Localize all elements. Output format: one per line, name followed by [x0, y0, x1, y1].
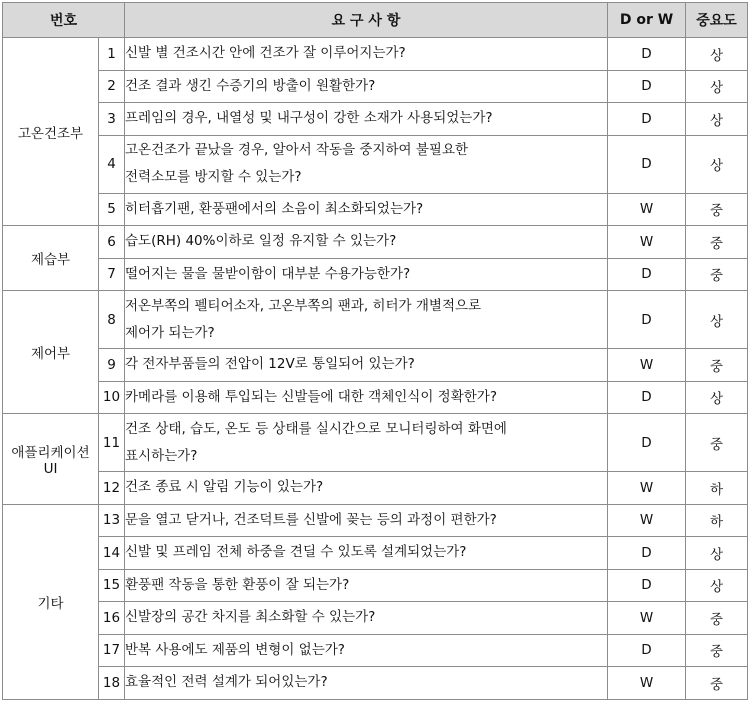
row-number: 17: [99, 634, 125, 667]
requirement-text: [125, 103, 608, 136]
row-number: 9: [99, 349, 125, 382]
table-row: [3, 135, 748, 193]
importance-value: 중: [686, 349, 748, 382]
row-number: 10: [99, 381, 125, 414]
table-row: [3, 258, 748, 291]
category-label: 고온건조부: [17, 125, 84, 142]
table-row: [3, 634, 748, 667]
requirement-line: 신발장의 공간 차지를 최소화할 수 있는가?: [125, 609, 376, 626]
importance-value: 중: [686, 414, 748, 472]
category-label: 애플리케이션: [11, 444, 90, 461]
table-row: [3, 602, 748, 635]
category-label: 기타: [37, 595, 64, 612]
requirement-line: 건조 종료 시 알림 기능이 있는가?: [125, 479, 324, 496]
category-cell: [3, 504, 99, 699]
requirement-text: [125, 569, 608, 602]
d-or-w-value: D: [608, 569, 686, 602]
row-number: 8: [99, 291, 125, 349]
category-label: 제어부: [30, 346, 71, 362]
header-number: 번호: [3, 3, 125, 38]
d-or-w-value: W: [608, 602, 686, 635]
d-or-w-value: W: [608, 667, 686, 700]
requirement-text: [125, 258, 608, 291]
importance-value: 하: [686, 504, 748, 537]
requirement-line: 신발 별 건조시간 안에 건조가 잘 이루어지는가?: [125, 45, 406, 62]
importance-value: 중: [686, 193, 748, 226]
table-row: [3, 381, 748, 414]
requirement-line: 효율적인 전력 설계가 되어있는가?: [125, 674, 328, 691]
requirement-line: 각 전자부품들의 전압이 12V로 통일되어 있는가?: [125, 356, 415, 373]
row-number: 2: [99, 70, 125, 103]
table-row: [3, 569, 748, 602]
row-number: 13: [99, 504, 125, 537]
importance-value: 중: [686, 667, 748, 700]
d-or-w-value: D: [608, 38, 686, 71]
table-row: [3, 291, 748, 349]
requirement-line: 떨어지는 물을 물받이함이 대부분 수용가능한가?: [125, 265, 411, 282]
d-or-w-value: W: [608, 226, 686, 259]
row-number: 18: [99, 667, 125, 700]
requirement-text: [125, 472, 608, 505]
header-row: [3, 3, 748, 38]
table-row: [3, 667, 748, 700]
category-label: UI: [43, 460, 58, 477]
requirement-text: [125, 70, 608, 103]
importance-value: 상: [686, 291, 748, 349]
requirement-text: [125, 226, 608, 259]
requirement-text: [125, 634, 608, 667]
requirement-line: 반복 사용에도 제품의 변형이 없는가?: [125, 641, 345, 658]
table-row: [3, 226, 748, 259]
importance-value: 상: [686, 537, 748, 570]
importance-value: 중: [686, 634, 748, 667]
requirement-line: 환풍팬 작동을 통한 환풍이 잘 되는가?: [125, 576, 350, 593]
importance-value: 상: [686, 70, 748, 103]
table-body: [3, 38, 748, 700]
importance-value: 상: [686, 103, 748, 136]
row-number: 11: [99, 414, 125, 472]
requirement-text: [125, 537, 608, 570]
requirement-line: 문을 열고 닫거나, 건조덕트를 신발에 꽂는 등의 과정이 편한가?: [125, 511, 497, 528]
requirement-text: [125, 193, 608, 226]
row-number: 1: [99, 38, 125, 71]
row-number: 3: [99, 103, 125, 136]
requirement-line: 표시하는가?: [125, 447, 198, 464]
row-number: 14: [99, 537, 125, 570]
d-or-w-value: D: [608, 103, 686, 136]
requirement-line: 프레임의 경우, 내열성 및 내구성이 강한 소재가 사용되었는가?: [125, 110, 493, 127]
importance-value: 중: [686, 258, 748, 291]
importance-value: 하: [686, 472, 748, 505]
requirement-line: 저온부쪽의 펠티어소자, 고온부쪽의 팬과, 히터가 개별적으로: [125, 297, 482, 314]
requirement-line: 습도(RH) 40%이하로 일정 유지할 수 있는가?: [125, 233, 397, 250]
requirement-line: 히터흡기팬, 환풍팬에서의 소음이 최소화되었는가?: [125, 200, 424, 217]
d-or-w-value: D: [608, 70, 686, 103]
d-or-w-value: D: [608, 381, 686, 414]
d-or-w-value: W: [608, 193, 686, 226]
d-or-w-value: W: [608, 349, 686, 382]
row-number: 16: [99, 602, 125, 635]
category-cell: [3, 414, 99, 505]
table-row: [3, 349, 748, 382]
row-number: 7: [99, 258, 125, 291]
d-or-w-value: D: [608, 135, 686, 193]
d-or-w-value: D: [608, 414, 686, 472]
table-row: [3, 70, 748, 103]
requirement-line: 전력소모를 방지할 수 있는가?: [125, 169, 302, 185]
requirement-line: 건조 상태, 습도, 온도 등 상태를 실시간으로 모니터링하여 화면에: [125, 420, 507, 437]
table-row: [3, 537, 748, 570]
category-label: 제습부: [30, 252, 71, 268]
importance-value: 중: [686, 602, 748, 635]
requirement-line: 제어가 되는가?: [125, 324, 215, 341]
table-row: [3, 472, 748, 505]
table-row: [3, 414, 748, 472]
requirement-line: 건조 결과 생긴 수증기의 방출이 원활한가?: [125, 77, 376, 94]
importance-value: 상: [686, 135, 748, 193]
row-number: 12: [99, 472, 125, 505]
d-or-w-value: D: [608, 291, 686, 349]
importance-value: 중: [686, 226, 748, 259]
row-number: 6: [99, 226, 125, 259]
requirement-line: 카메라를 이용해 투입되는 신발들에 대한 객체인식이 정확한가?: [125, 388, 497, 405]
row-number: 5: [99, 193, 125, 226]
requirement-text: [125, 381, 608, 414]
table-row: [3, 504, 748, 537]
requirement-line: 고온건조가 끝났을 경우, 알아서 작동을 중지하여 불필요한: [125, 142, 469, 158]
requirement-text: [125, 291, 608, 349]
table-row: [3, 193, 748, 226]
category-cell: [3, 291, 99, 414]
importance-value: 상: [686, 38, 748, 71]
d-or-w-value: W: [608, 472, 686, 505]
d-or-w-value: D: [608, 634, 686, 667]
requirements-table: [2, 2, 748, 700]
d-or-w-value: D: [608, 537, 686, 570]
requirement-text: [125, 504, 608, 537]
importance-value: 상: [686, 569, 748, 602]
table-row: [3, 103, 748, 136]
category-cell: [3, 226, 99, 291]
requirement-text: [125, 667, 608, 700]
requirement-text: [125, 602, 608, 635]
requirement-line: 신발 및 프레임 전체 하중을 견딜 수 있도록 설계되었는가?: [125, 544, 467, 561]
requirement-text: [125, 38, 608, 71]
requirement-text: [125, 349, 608, 382]
table-row: [3, 38, 748, 71]
category-cell: [3, 38, 99, 226]
row-number: 15: [99, 569, 125, 602]
header-d-or-w: D or W: [608, 3, 686, 38]
header-importance: 중요도: [686, 3, 748, 38]
d-or-w-value: D: [608, 258, 686, 291]
d-or-w-value: W: [608, 504, 686, 537]
row-number: 4: [99, 135, 125, 193]
requirement-text: [125, 414, 608, 472]
requirement-text: [125, 135, 608, 193]
importance-value: 상: [686, 381, 748, 414]
header-requirements: 요 구 사 항: [125, 3, 608, 38]
